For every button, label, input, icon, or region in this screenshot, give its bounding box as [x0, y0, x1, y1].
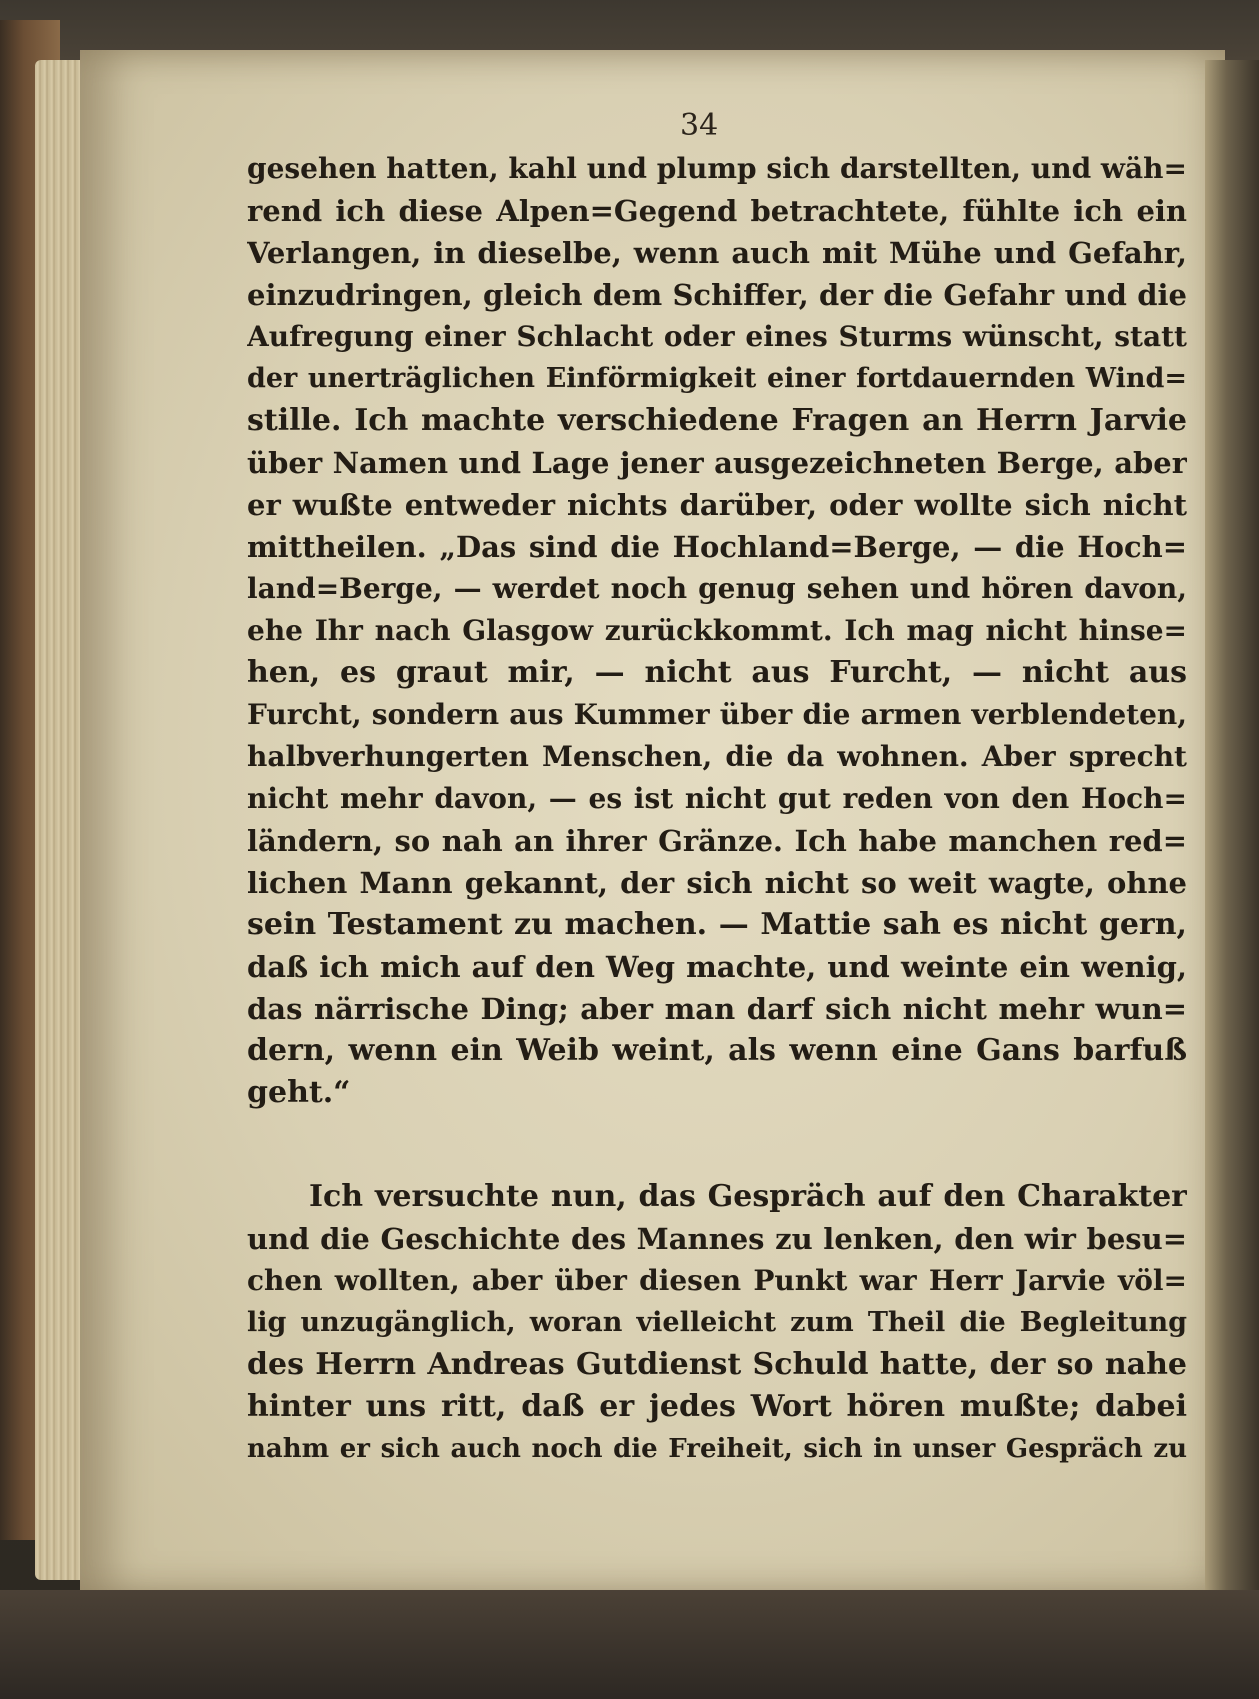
text-line: über Namen und Lage jener ausgezeichneten Berge, aber [247, 446, 1187, 480]
text-line: hen, es graut mir, — nicht aus Furcht, — nicht aus [247, 655, 1187, 690]
text-line: nahm er sich auch noch die Freiheit, sich in unser Gespräch zu [247, 1434, 1187, 1464]
text-line: Verlangen, in dieselbe, wenn auch mit Mühe und Gefahr, [247, 236, 1187, 270]
text-line: des Herrn Andreas Gutdienst Schuld hatte, der so nahe [247, 1347, 1187, 1382]
text-line: nicht mehr davon, — es ist nicht gut reden von den Hoch= [247, 782, 1187, 815]
text-line: stille. Ich machte verschiedene Fragen an Herrn Jarvie [247, 403, 1187, 438]
text-line: das närrische Ding; aber man darf sich nicht mehr wun= [247, 992, 1187, 1026]
text-line: lichen Mann gekannt, der sich nicht so weit wagte, ohne [247, 866, 1187, 900]
text-line: Aufregung einer Schlacht oder eines Sturms wünscht, statt [247, 320, 1187, 353]
paragraph-gap [247, 1114, 1187, 1176]
text-line: ländern, so nah an ihrer Gränze. Ich habe manchen red= [247, 824, 1187, 858]
text-line: gesehen hatten, kahl und plump sich darstellten, und wäh= [247, 152, 1187, 185]
text-line: ehe Ihr nach Glasgow zurückkommt. Ich mag nicht hinse= [247, 614, 1187, 647]
text-line: der unerträglichen Einförmigkeit einer fortdauernden Wind= [247, 363, 1187, 394]
text-line: und die Geschichte des Mannes zu lenken, den wir besu= [247, 1222, 1187, 1256]
text-line: Ich versuchte nun, das Gespräch auf den Charakter [309, 1179, 1187, 1214]
text-line: daß ich mich auf den Weg machte, und weinte ein wenig, [247, 950, 1187, 984]
text-line: lig unzugänglich, woran vielleicht zum Theil die Begleitung [247, 1307, 1187, 1338]
paragraph [247, 148, 1187, 1114]
paragraph [247, 1176, 1187, 1470]
text-line: hinter uns ritt, daß er jedes Wort hören mußte; dabei [247, 1389, 1187, 1424]
text-line: geht.“ [247, 1075, 351, 1110]
text-line: chen wollten, aber über diesen Punkt war Herr Jarvie völ= [247, 1264, 1187, 1297]
book-bottom-edge [0, 1590, 1259, 1699]
text-line: einzudringen, gleich dem Schiffer, der die Gefahr und die [247, 278, 1187, 312]
text-line: Furcht, sondern aus Kummer über die armen verblendeten, [247, 698, 1187, 731]
page-text [247, 148, 1187, 1470]
text-line: mittheilen. „Das sind die Hochland=Berge, — die Hoch= [247, 530, 1187, 564]
text-line: dern, wenn ein Weib weint, als wenn eine Gans barfuß [247, 1033, 1187, 1068]
text-line: halbverhungerten Menschen, die da wohnen. Aber sprecht [247, 740, 1187, 773]
book-gutter [1205, 60, 1259, 1600]
page-number: 34 [680, 108, 719, 143]
text-line: rend ich diese Alpen=Gegend betrachtete, fühlte ich ein [247, 194, 1187, 228]
text-line: land=Berge, — werdet noch genug sehen und hören davon, [247, 572, 1187, 605]
text-line: er wußte entweder nichts darüber, oder wollte sich nicht [247, 488, 1187, 522]
text-line: sein Testament zu machen. — Mattie sah es nicht gern, [247, 907, 1187, 942]
